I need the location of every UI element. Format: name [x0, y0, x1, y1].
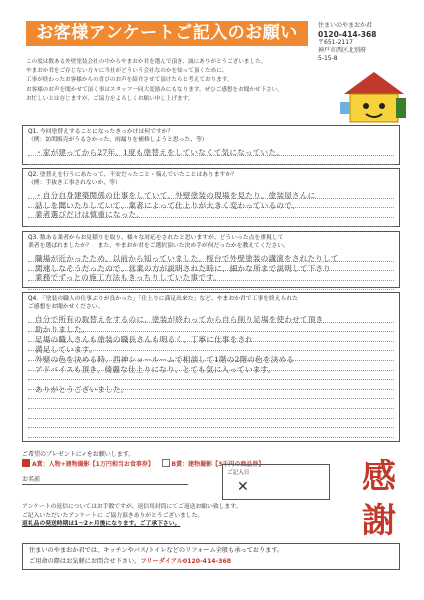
handwritten-answer: ありがとうございました。: [35, 385, 129, 394]
intro-line: お忙しいとは存じますが、ご協力をよろしくお願い申し上げます。: [26, 95, 194, 102]
question-example: （例：訪問販売がうるさかった、雨漏りを補修しようと思った、等）: [28, 137, 208, 143]
handwritten-answer: 職場が近かったため、以前から知っていました。桜台で外壁塗装の講演をされたりして: [35, 254, 339, 263]
note-line: 返礼品の発送時期は1～2ヶ月後になります。ご了承下さい。: [22, 521, 181, 528]
handwritten-answer: アドバイスも頂き、綺麗な仕上りになり、とても気に入っています。: [35, 365, 276, 374]
question-text: Q1. 今回塗替えすることになったきっかけは何ですか？: [28, 129, 174, 135]
present-a-checkbox[interactable]: [22, 459, 30, 467]
name-label: お名前: [22, 476, 41, 483]
question-example: （例：手抜き工事されないか、等）: [28, 180, 121, 186]
intro-line: この度は数ある外壁塗装会社の中からやまおか君を選んで頂き、誠にありがとうございました。: [26, 59, 267, 65]
present-b-label: B賞：建物撮影【3千円の商品券】: [171, 461, 265, 468]
present-heading: ご希望のプレゼントに✓をお願いします。: [22, 451, 135, 458]
intro-text: [26, 58, 326, 104]
question-text: Q3. 数ある業者からお見積りを取り、様々な対応をされたと思いますが、どういった点を重視して: [28, 235, 284, 241]
handwritten-answer: ・自分自身建築関係の仕事をしていて、外壁塗装の現場を見たり、塗装屋さんに: [35, 191, 316, 200]
question-text: ご感想をお聞かせください。: [28, 304, 104, 310]
intro-line: お客様のお声を聞かせて頂く事はスタッフ一同大変励みにもなります。ぜひご感想をお聞かせ下さい。: [26, 86, 283, 93]
handwritten-answer: 話しを聞いたりしていて、業者によって仕上りが大きく変わっているので、: [35, 200, 300, 210]
name-field[interactable]: [22, 484, 188, 485]
page-title: お客様アンケートご記入のお願い: [26, 21, 308, 46]
handwritten-answer: 外壁の色を決める時、西神ショールームで相談して1階の2階の色を決める: [35, 355, 295, 364]
question-box-1: [22, 125, 400, 165]
handwritten-answer: 足場の職人さんも塗装の職長さんも明るく、丁寧に仕事をされ: [35, 335, 254, 344]
question-box-4: [22, 292, 400, 442]
question-text: Q4. 「塗装の職人の仕事ぶりが良かった」「仕上りに満足出来た」など、やまおか君で工事を終えられた: [28, 296, 298, 302]
note-line: ご記入いただいたアンケートに ご協力頂きありがとうございました。: [22, 512, 204, 519]
handwritten-answer: 業者選びだけは慎重になった。: [35, 210, 145, 219]
footer-line-2: ご用命の際はお気軽にお問合せ下さい。: [29, 557, 141, 565]
question-box-2: [22, 168, 400, 227]
svg-text:謝: 謝: [362, 501, 396, 541]
handwritten-answer: 業務でずっとの施工方法もきっちりしていた事です。: [35, 273, 221, 282]
company-postal: 〒651-2117: [318, 39, 353, 46]
company-address-1: 神戸市西区北別府: [318, 47, 367, 54]
consent-label: ご記入日: [227, 470, 250, 476]
handwritten-answer: 関連しなそうだったので、営業の方が説明された時に、細かな所まで説明して下さり: [35, 263, 332, 273]
company-phone: 0120-414-368: [318, 30, 377, 39]
company-name: 住まいのやまおか君: [318, 22, 373, 29]
company-info: [318, 22, 414, 63]
mascot-illustration: [336, 68, 412, 128]
return-note: [22, 503, 342, 529]
handwritten-answer: 満足しています。: [35, 345, 97, 354]
kansha-calligraphy: [352, 446, 406, 542]
question-box-3: [22, 231, 400, 288]
handwritten-answer: 自分で所有の取替えをするのに、塗装が終わってから自ら削り足場を使わせて頂き: [35, 315, 324, 324]
question-text: Q2. 塗替えを行うにあたって、不安だったこと・悩んでいたことはありますか？: [28, 172, 237, 178]
footer-contact-box: [22, 543, 400, 570]
question-text: 業者を選ばれましたか？ また、やまおか君をご選択頂いた決め手が何だったかを教えてください。: [28, 243, 289, 249]
consent-mark: ✕: [237, 479, 249, 495]
footer-line-1: 住まいのやまおか君では、キッチンやバス/トイレなどのリフォーム全般も承っております。: [29, 547, 284, 554]
consent-box: [222, 464, 330, 500]
freedial-phone: フリーダイアル0120-414-368: [140, 557, 232, 565]
handwritten-answer: 助かりました。: [35, 325, 90, 334]
intro-line: 工事が終わったお客様からの喜びのお声を紹介させて頂けたらと考えております。: [26, 77, 233, 84]
intro-line: やまおか君をご存じない方々に当社がどういう会社なのかを知って頂くために、: [26, 68, 228, 75]
note-line: アンケートの返信についてはお手数ですが、返信用封筒にてご返送お願い致します。: [22, 504, 242, 510]
svg-text:感: 感: [362, 457, 396, 497]
present-a-label: A賞：人物+建物撮影【1万円相当お食事券】: [32, 461, 154, 468]
handwritten-answer: ・家が建ってから27年、1度も塗替えをしていなくて気になっていた。: [35, 148, 284, 157]
company-address-2: 5-15-8: [318, 55, 338, 62]
present-b-checkbox[interactable]: [162, 459, 170, 467]
